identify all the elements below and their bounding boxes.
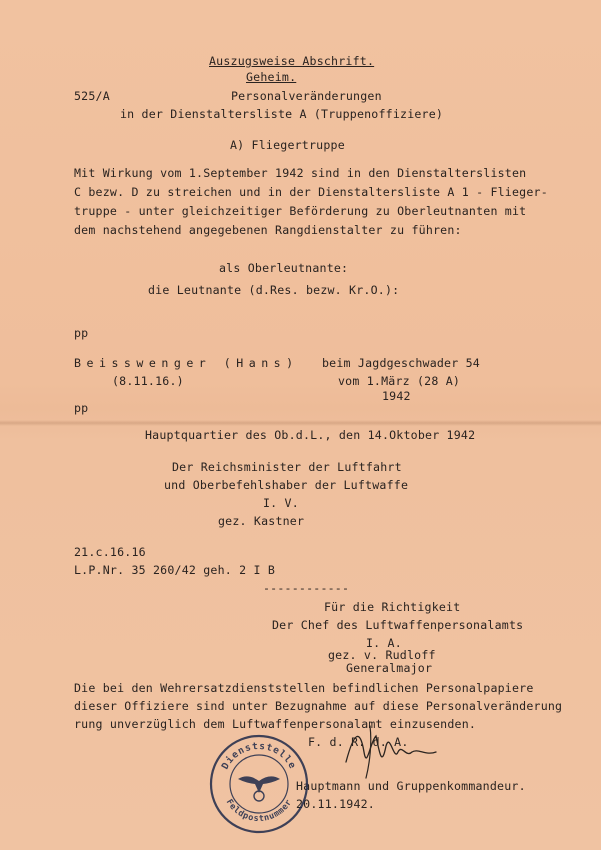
classification-label: Geheim. xyxy=(246,70,297,84)
subject-line-2: in der Dienstaltersliste A (Truppenoffiziere) xyxy=(120,107,444,121)
minister-signature: gez. Kastner xyxy=(218,514,305,528)
certification-rank: Generalmajor xyxy=(346,661,433,675)
certification-line-2: Der Chef des Luftwaffenpersonalamts xyxy=(272,618,524,632)
official-stamp xyxy=(208,733,310,835)
stamp-bottom-text: Feldpostnummer xyxy=(223,797,295,825)
minister-iv: I. V. xyxy=(263,496,299,510)
officer-unit: beim Jagdgeschwader 54 xyxy=(322,356,480,370)
rank-heading: als Oberleutnante: xyxy=(219,261,349,275)
body-line-2: C bezw. D zu streichen und in der Dienstaltersliste A 1 - Flieger- xyxy=(74,185,548,199)
minister-line-2: und Oberbefehlshaber der Luftwaffe xyxy=(164,478,409,492)
separator-line: ------------ xyxy=(263,581,350,595)
document-title: Auszugsweise Abschrift. xyxy=(209,54,375,68)
file-ref-2: L.P.Nr. 35 260/42 geh. 2 I B xyxy=(74,563,276,577)
certification-signature: gez. v. Rudloff xyxy=(328,648,436,662)
seniority-date: vom 1.März (28 A) xyxy=(338,374,461,388)
note-line-1: Die bei den Wehrersatzdienststellen befindlichen Personalpapiere xyxy=(74,681,534,695)
note-line-2: dieser Offiziere sind unter Bezugnahme auf diese Personalveränderung xyxy=(74,699,563,713)
certification-line-1: Für die Richtigkeit xyxy=(324,600,461,614)
certification-ia: I. A. xyxy=(366,636,402,650)
closing-title: Hauptmann und Gruppenkommandeur. xyxy=(296,779,526,793)
body-line-3: truppe - unter gleichzeitiger Beförderung zu Oberleutnanten mit xyxy=(74,204,527,218)
body-line-1: Mit Wirkung vom 1.September 1942 sind in den Dienstalterslisten xyxy=(74,166,527,180)
lieutenants-line: die Leutnante (d.Res. bezw. Kr.O.): xyxy=(148,283,400,297)
section-heading: A) Fliegertruppe xyxy=(230,138,345,152)
pp-marker-1: pp xyxy=(74,326,89,340)
note-line-3: rung unverzüglich dem Luftwaffenpersonalamt einzusenden. xyxy=(74,717,477,731)
subject-line-1: Personalveränderungen xyxy=(231,89,382,103)
pp-marker-2: pp xyxy=(74,401,89,415)
stamp-top-text: Dienststelle xyxy=(219,740,299,772)
seniority-year: 1942 xyxy=(382,389,411,403)
handwritten-signature xyxy=(340,722,440,780)
note-fdra: F. d. R. d. A. xyxy=(308,735,409,749)
headquarters-line: Hauptquartier des Ob.d.L., den 14.Oktober 1942 xyxy=(145,428,476,442)
file-ref-1: 21.c.16.16 xyxy=(74,545,146,559)
closing-date: 20.11.1942. xyxy=(296,797,375,811)
body-line-4: dem nachstehend angegebenen Rangdienstalter zu führen: xyxy=(74,223,462,237)
paper-fold xyxy=(0,420,601,426)
officer-birthdate: (8.11.16.) xyxy=(112,374,184,388)
minister-line-1: Der Reichsminister der Luftfahrt xyxy=(172,460,402,474)
reference-number: 525/A xyxy=(74,89,110,103)
officer-name: Beisswenger (Hans) xyxy=(74,356,299,370)
